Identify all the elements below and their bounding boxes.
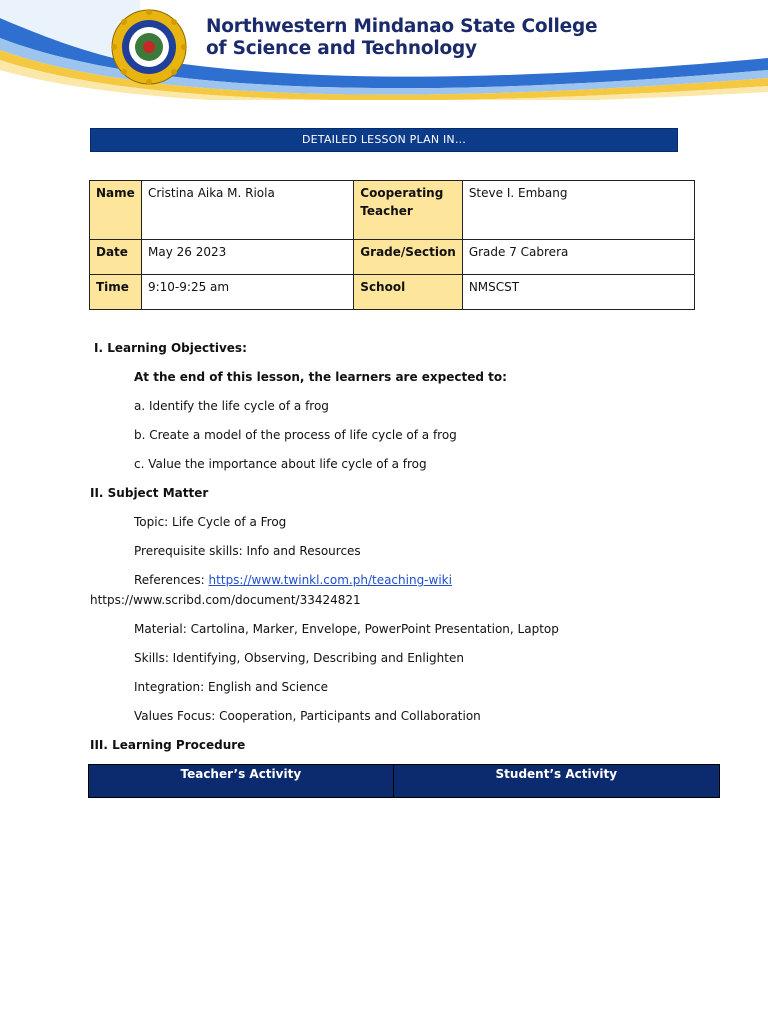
time-label: Time <box>90 275 142 310</box>
name-value: Cristina Aika M. Riola <box>141 181 353 240</box>
date-value: May 26 2023 <box>141 240 353 275</box>
college-name <box>206 16 597 60</box>
learning-procedure-table <box>88 764 720 798</box>
student-activity-header: Student’s Activity <box>393 765 719 798</box>
skills-line: Skills: Identifying, Observing, Describing and Enlighten <box>134 651 464 665</box>
objectives-intro: At the end of this lesson, the learners are expected to: <box>134 370 507 384</box>
table-row <box>90 181 695 240</box>
teacher-info-table <box>89 180 695 310</box>
values-focus-line: Values Focus: Cooperation, Participants and Collaboration <box>134 709 481 723</box>
material-line: Material: Cartolina, Marker, Envelope, PowerPoint Presentation, Laptop <box>134 622 559 636</box>
teacher-activity-header: Teacher’s Activity <box>89 765 394 798</box>
cooperating-teacher-value: Steve I. Embang <box>462 181 694 240</box>
letterhead <box>0 0 768 100</box>
prerequisite-line: Prerequisite skills: Info and Resources <box>134 544 361 558</box>
cooperating-teacher-label <box>354 181 463 240</box>
references-link[interactable]: https://www.twinkl.com.ph/teaching-wiki <box>208 573 452 587</box>
topic-line: Topic: Life Cycle of a Frog <box>134 515 287 529</box>
school-value: NMSCST <box>462 275 694 310</box>
grade-section-value: Grade 7 Cabrera <box>462 240 694 275</box>
table-header-row <box>89 765 720 798</box>
time-value: 9:10-9:25 am <box>141 275 353 310</box>
objective-item-c: c. Value the importance about life cycle of a frog <box>134 457 427 471</box>
cooperating-label-line2: Teacher <box>360 204 413 218</box>
grade-section-label: Grade/Section <box>354 240 463 275</box>
name-label: Name <box>90 181 142 240</box>
table-row <box>90 275 695 310</box>
lesson-plan-title: DETAILED LESSON PLAN IN… <box>90 128 678 152</box>
college-name-line2: of Science and Technology <box>206 38 477 59</box>
objective-item-b: b. Create a model of the process of life cycle of a frog <box>134 428 457 442</box>
college-name-line1: Northwestern Mindanao State College <box>206 16 598 37</box>
integration-line: Integration: English and Science <box>134 680 329 694</box>
subject-matter-heading: II. Subject Matter <box>90 486 209 500</box>
cooperating-label-line1: Cooperating <box>360 186 444 200</box>
table-row <box>90 240 695 275</box>
references-line <box>134 572 452 588</box>
college-seal-logo <box>110 8 188 86</box>
references-label: References: <box>134 573 209 587</box>
date-label: Date <box>90 240 142 275</box>
references-extra: https://www.scribd.com/document/33424821 <box>90 593 361 607</box>
objective-item-a: a. Identify the life cycle of a frog <box>134 399 329 413</box>
school-label: School <box>354 275 463 310</box>
procedure-heading: III. Learning Procedure <box>90 738 246 752</box>
objectives-heading: I. Learning Objectives: <box>94 341 247 355</box>
